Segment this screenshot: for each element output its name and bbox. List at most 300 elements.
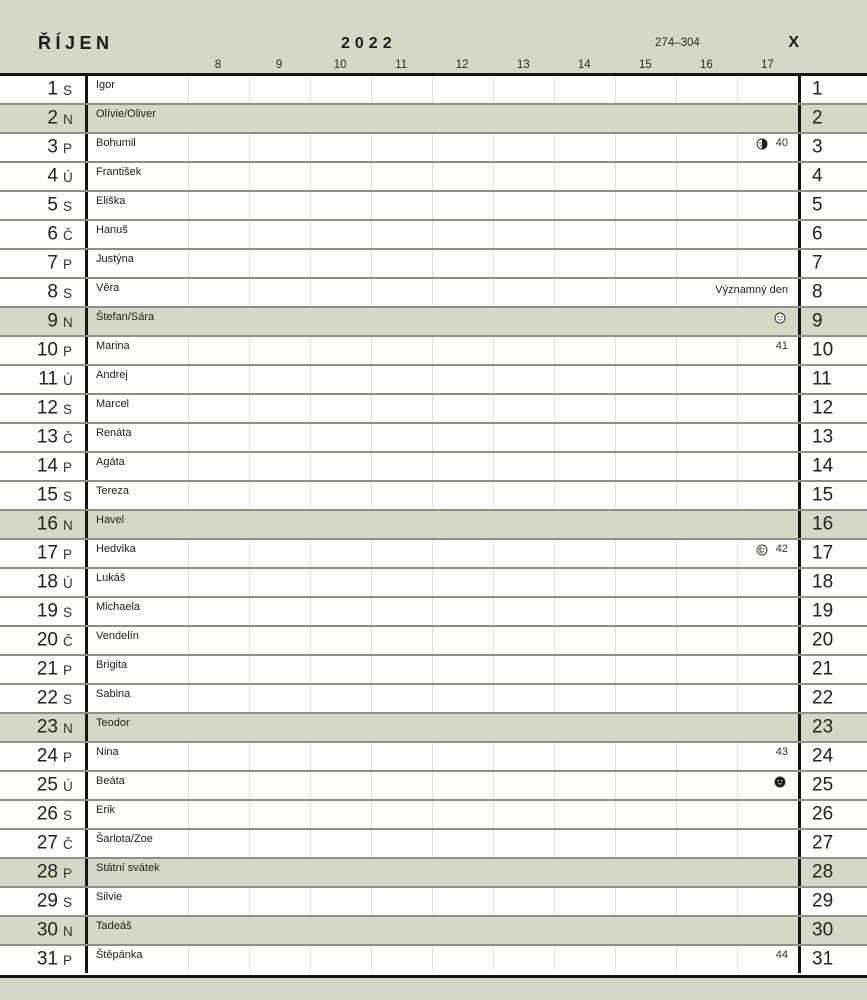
- hour-cell[interactable]: [310, 598, 371, 625]
- hour-cell[interactable]: [737, 424, 798, 451]
- day-writing-area[interactable]: [88, 946, 798, 973]
- hour-cell[interactable]: [310, 946, 371, 973]
- hour-cell[interactable]: [615, 163, 676, 190]
- day-writing-area[interactable]: [88, 221, 798, 248]
- hour-cell[interactable]: [432, 395, 493, 422]
- hour-cell[interactable]: [432, 482, 493, 509]
- hour-cell[interactable]: [371, 627, 432, 654]
- hour-cell[interactable]: [737, 511, 798, 538]
- day-row[interactable]: [0, 511, 867, 540]
- hour-cell[interactable]: [371, 511, 432, 538]
- hour-cell[interactable]: [737, 801, 798, 828]
- day-row[interactable]: [0, 482, 867, 511]
- hour-cell[interactable]: [371, 337, 432, 364]
- hour-cell[interactable]: [737, 337, 798, 364]
- day-writing-area[interactable]: [88, 192, 798, 219]
- hour-cell[interactable]: [310, 105, 371, 132]
- hour-cell[interactable]: [432, 76, 493, 103]
- hour-cell[interactable]: [493, 656, 554, 683]
- hour-cell[interactable]: [493, 163, 554, 190]
- hour-cell[interactable]: [676, 598, 737, 625]
- hour-cell[interactable]: [188, 859, 249, 886]
- hour-cell[interactable]: [493, 76, 554, 103]
- day-writing-area[interactable]: [88, 308, 798, 335]
- hour-cell[interactable]: [249, 76, 310, 103]
- hour-cell[interactable]: [737, 946, 798, 973]
- hour-cell[interactable]: [310, 366, 371, 393]
- hour-cell[interactable]: [615, 453, 676, 480]
- hour-cell[interactable]: [676, 395, 737, 422]
- hour-cell[interactable]: [371, 917, 432, 944]
- hour-cell[interactable]: [493, 308, 554, 335]
- day-row[interactable]: [0, 656, 867, 685]
- hour-cell[interactable]: [493, 366, 554, 393]
- hour-cell[interactable]: [371, 801, 432, 828]
- hour-cell[interactable]: [554, 598, 615, 625]
- hour-cell[interactable]: [493, 743, 554, 770]
- hour-cell[interactable]: [371, 830, 432, 857]
- hour-cell[interactable]: [615, 917, 676, 944]
- hour-cell[interactable]: [615, 830, 676, 857]
- day-writing-area[interactable]: [88, 366, 798, 393]
- hour-cell[interactable]: [554, 801, 615, 828]
- hour-cell[interactable]: [615, 279, 676, 306]
- hour-cell[interactable]: [249, 395, 310, 422]
- hour-cell[interactable]: [737, 859, 798, 886]
- hour-cell[interactable]: [615, 308, 676, 335]
- hour-cell[interactable]: [493, 917, 554, 944]
- hour-cell[interactable]: [188, 801, 249, 828]
- hour-cell[interactable]: [737, 743, 798, 770]
- hour-cell[interactable]: [554, 714, 615, 741]
- hour-cell[interactable]: [615, 192, 676, 219]
- hour-cell[interactable]: [310, 482, 371, 509]
- day-row[interactable]: [0, 279, 867, 308]
- hour-cell[interactable]: [676, 888, 737, 915]
- hour-cell[interactable]: [432, 598, 493, 625]
- hour-cell[interactable]: [432, 279, 493, 306]
- hour-cell[interactable]: [554, 192, 615, 219]
- hour-cell[interactable]: [737, 772, 798, 799]
- hour-cell[interactable]: [493, 221, 554, 248]
- hour-cell[interactable]: [493, 888, 554, 915]
- hour-cell[interactable]: [371, 946, 432, 973]
- day-row[interactable]: [0, 453, 867, 482]
- hour-cell[interactable]: [432, 830, 493, 857]
- day-row[interactable]: [0, 627, 867, 656]
- day-writing-area[interactable]: [88, 714, 798, 741]
- hour-cell[interactable]: [310, 250, 371, 277]
- day-row[interactable]: [0, 76, 867, 105]
- hour-cell[interactable]: [188, 308, 249, 335]
- hour-cell[interactable]: [249, 656, 310, 683]
- hour-cell[interactable]: [188, 424, 249, 451]
- hour-cell[interactable]: [432, 859, 493, 886]
- hour-cell[interactable]: [493, 685, 554, 712]
- hour-cell[interactable]: [188, 250, 249, 277]
- hour-cell[interactable]: [676, 801, 737, 828]
- hour-cell[interactable]: [188, 76, 249, 103]
- hour-cell[interactable]: [188, 569, 249, 596]
- hour-cell[interactable]: [737, 917, 798, 944]
- day-writing-area[interactable]: [88, 250, 798, 277]
- hour-cell[interactable]: [554, 221, 615, 248]
- hour-cell[interactable]: [737, 105, 798, 132]
- hour-cell[interactable]: [676, 627, 737, 654]
- day-writing-area[interactable]: [88, 859, 798, 886]
- hour-cell[interactable]: [432, 221, 493, 248]
- hour-cell[interactable]: [493, 105, 554, 132]
- hour-cell[interactable]: [493, 279, 554, 306]
- hour-cell[interactable]: [432, 337, 493, 364]
- hour-cell[interactable]: [188, 598, 249, 625]
- hour-cell[interactable]: [371, 453, 432, 480]
- hour-cell[interactable]: [310, 627, 371, 654]
- hour-cell[interactable]: [737, 627, 798, 654]
- hour-cell[interactable]: [493, 250, 554, 277]
- hour-cell[interactable]: [188, 685, 249, 712]
- day-row[interactable]: [0, 134, 867, 163]
- hour-cell[interactable]: [615, 366, 676, 393]
- hour-cell[interactable]: [493, 337, 554, 364]
- day-row[interactable]: [0, 598, 867, 627]
- hour-cell[interactable]: [493, 511, 554, 538]
- hour-cell[interactable]: [188, 917, 249, 944]
- hour-cell[interactable]: [737, 366, 798, 393]
- hour-cell[interactable]: [249, 743, 310, 770]
- hour-cell[interactable]: [554, 134, 615, 161]
- hour-cell[interactable]: [493, 482, 554, 509]
- day-writing-area[interactable]: [88, 424, 798, 451]
- hour-cell[interactable]: [310, 511, 371, 538]
- day-row[interactable]: [0, 830, 867, 859]
- hour-cell[interactable]: [188, 714, 249, 741]
- day-row[interactable]: [0, 366, 867, 395]
- day-writing-area[interactable]: [88, 511, 798, 538]
- hour-cell[interactable]: [432, 366, 493, 393]
- hour-cell[interactable]: [188, 163, 249, 190]
- hour-cell[interactable]: [432, 308, 493, 335]
- day-writing-area[interactable]: [88, 569, 798, 596]
- day-row[interactable]: [0, 685, 867, 714]
- hour-cell[interactable]: [310, 888, 371, 915]
- hour-cell[interactable]: [554, 76, 615, 103]
- hour-cell[interactable]: [249, 134, 310, 161]
- day-writing-area[interactable]: [88, 772, 798, 799]
- hour-cell[interactable]: [554, 946, 615, 973]
- hour-cell[interactable]: [676, 482, 737, 509]
- hour-cell[interactable]: [615, 424, 676, 451]
- hour-cell[interactable]: [493, 627, 554, 654]
- hour-cell[interactable]: [676, 134, 737, 161]
- hour-cell[interactable]: [432, 540, 493, 567]
- hour-cell[interactable]: [554, 395, 615, 422]
- hour-cell[interactable]: [371, 279, 432, 306]
- hour-cell[interactable]: [554, 163, 615, 190]
- day-writing-area[interactable]: [88, 134, 798, 161]
- day-row[interactable]: [0, 540, 867, 569]
- day-writing-area[interactable]: [88, 395, 798, 422]
- hour-cell[interactable]: [676, 743, 737, 770]
- hour-cell[interactable]: [310, 859, 371, 886]
- day-row[interactable]: [0, 772, 867, 801]
- day-writing-area[interactable]: [88, 830, 798, 857]
- hour-cell[interactable]: [676, 366, 737, 393]
- hour-cell[interactable]: [249, 163, 310, 190]
- hour-cell[interactable]: [188, 511, 249, 538]
- day-row[interactable]: [0, 250, 867, 279]
- hour-cell[interactable]: [249, 859, 310, 886]
- hour-cell[interactable]: [737, 192, 798, 219]
- hour-cell[interactable]: [310, 917, 371, 944]
- hour-cell[interactable]: [371, 221, 432, 248]
- hour-cell[interactable]: [249, 714, 310, 741]
- hour-cell[interactable]: [554, 917, 615, 944]
- day-writing-area[interactable]: [88, 453, 798, 480]
- day-writing-area[interactable]: [88, 598, 798, 625]
- hour-cell[interactable]: [676, 76, 737, 103]
- hour-cell[interactable]: [493, 192, 554, 219]
- hour-cell[interactable]: [615, 134, 676, 161]
- day-row[interactable]: [0, 714, 867, 743]
- day-writing-area[interactable]: [88, 627, 798, 654]
- hour-cell[interactable]: [615, 888, 676, 915]
- hour-cell[interactable]: [310, 163, 371, 190]
- hour-cell[interactable]: [554, 540, 615, 567]
- hour-cell[interactable]: [432, 424, 493, 451]
- hour-cell[interactable]: [371, 76, 432, 103]
- hour-cell[interactable]: [249, 424, 310, 451]
- hour-cell[interactable]: [249, 192, 310, 219]
- hour-cell[interactable]: [615, 511, 676, 538]
- hour-cell[interactable]: [737, 395, 798, 422]
- hour-cell[interactable]: [249, 801, 310, 828]
- hour-cell[interactable]: [310, 714, 371, 741]
- day-writing-area[interactable]: [88, 743, 798, 770]
- hour-cell[interactable]: [432, 453, 493, 480]
- day-row[interactable]: [0, 163, 867, 192]
- day-writing-area[interactable]: [88, 163, 798, 190]
- hour-cell[interactable]: [737, 482, 798, 509]
- hour-cell[interactable]: [310, 395, 371, 422]
- hour-cell[interactable]: [554, 337, 615, 364]
- hour-cell[interactable]: [188, 192, 249, 219]
- hour-cell[interactable]: [188, 279, 249, 306]
- day-row[interactable]: [0, 946, 867, 975]
- hour-cell[interactable]: [615, 743, 676, 770]
- hour-cell[interactable]: [615, 337, 676, 364]
- hour-cell[interactable]: [737, 163, 798, 190]
- hour-cell[interactable]: [188, 221, 249, 248]
- hour-cell[interactable]: [432, 772, 493, 799]
- day-row[interactable]: [0, 221, 867, 250]
- hour-cell[interactable]: [249, 830, 310, 857]
- hour-cell[interactable]: [554, 569, 615, 596]
- hour-cell[interactable]: [371, 250, 432, 277]
- hour-cell[interactable]: [676, 250, 737, 277]
- hour-cell[interactable]: [676, 540, 737, 567]
- hour-cell[interactable]: [188, 888, 249, 915]
- hour-cell[interactable]: [432, 627, 493, 654]
- hour-cell[interactable]: [676, 337, 737, 364]
- hour-cell[interactable]: [615, 569, 676, 596]
- hour-cell[interactable]: [493, 540, 554, 567]
- hour-cell[interactable]: [310, 424, 371, 451]
- hour-cell[interactable]: [493, 424, 554, 451]
- hour-cell[interactable]: [371, 656, 432, 683]
- hour-cell[interactable]: [432, 801, 493, 828]
- day-row[interactable]: [0, 569, 867, 598]
- hour-cell[interactable]: [188, 366, 249, 393]
- hour-cell[interactable]: [249, 105, 310, 132]
- hour-cell[interactable]: [615, 859, 676, 886]
- hour-cell[interactable]: [310, 337, 371, 364]
- hour-cell[interactable]: [432, 946, 493, 973]
- hour-cell[interactable]: [615, 772, 676, 799]
- hour-cell[interactable]: [615, 482, 676, 509]
- hour-cell[interactable]: [249, 888, 310, 915]
- hour-cell[interactable]: [737, 76, 798, 103]
- hour-cell[interactable]: [676, 859, 737, 886]
- hour-cell[interactable]: [310, 76, 371, 103]
- hour-cell[interactable]: [432, 685, 493, 712]
- hour-cell[interactable]: [615, 656, 676, 683]
- hour-cell[interactable]: [432, 917, 493, 944]
- day-writing-area[interactable]: [88, 917, 798, 944]
- hour-cell[interactable]: [310, 308, 371, 335]
- hour-cell[interactable]: [493, 598, 554, 625]
- hour-cell[interactable]: [737, 685, 798, 712]
- hour-cell[interactable]: [737, 250, 798, 277]
- hour-cell[interactable]: [310, 801, 371, 828]
- day-row[interactable]: [0, 308, 867, 337]
- hour-cell[interactable]: [676, 163, 737, 190]
- hour-cell[interactable]: [371, 888, 432, 915]
- hour-cell[interactable]: [554, 482, 615, 509]
- hour-cell[interactable]: [554, 105, 615, 132]
- hour-cell[interactable]: [310, 221, 371, 248]
- hour-cell[interactable]: [188, 772, 249, 799]
- hour-cell[interactable]: [371, 163, 432, 190]
- hour-cell[interactable]: [188, 395, 249, 422]
- hour-cell[interactable]: [493, 859, 554, 886]
- hour-cell[interactable]: [615, 105, 676, 132]
- hour-cell[interactable]: [737, 453, 798, 480]
- hour-cell[interactable]: [432, 511, 493, 538]
- hour-cell[interactable]: [188, 656, 249, 683]
- hour-cell[interactable]: [493, 801, 554, 828]
- hour-cell[interactable]: [310, 830, 371, 857]
- day-row[interactable]: [0, 859, 867, 888]
- hour-cell[interactable]: [371, 308, 432, 335]
- hour-cell[interactable]: [676, 453, 737, 480]
- hour-cell[interactable]: [615, 395, 676, 422]
- hour-cell[interactable]: [188, 482, 249, 509]
- hour-cell[interactable]: [615, 221, 676, 248]
- day-writing-area[interactable]: [88, 685, 798, 712]
- hour-cell[interactable]: [249, 540, 310, 567]
- hour-cell[interactable]: [310, 279, 371, 306]
- hour-cell[interactable]: [249, 366, 310, 393]
- day-writing-area[interactable]: [88, 76, 798, 103]
- day-row[interactable]: [0, 337, 867, 366]
- hour-cell[interactable]: [249, 221, 310, 248]
- hour-cell[interactable]: [249, 772, 310, 799]
- hour-cell[interactable]: [371, 714, 432, 741]
- hour-cell[interactable]: [676, 308, 737, 335]
- day-writing-area[interactable]: [88, 540, 798, 567]
- hour-cell[interactable]: [310, 192, 371, 219]
- hour-cell[interactable]: [188, 627, 249, 654]
- day-row[interactable]: [0, 424, 867, 453]
- hour-cell[interactable]: [493, 772, 554, 799]
- hour-cell[interactable]: [676, 772, 737, 799]
- hour-cell[interactable]: [432, 569, 493, 596]
- day-writing-area[interactable]: [88, 337, 798, 364]
- hour-cell[interactable]: [310, 685, 371, 712]
- hour-cell[interactable]: [249, 946, 310, 973]
- hour-cell[interactable]: [432, 134, 493, 161]
- hour-cell[interactable]: [371, 569, 432, 596]
- hour-cell[interactable]: [615, 540, 676, 567]
- day-row[interactable]: [0, 917, 867, 946]
- hour-cell[interactable]: [676, 424, 737, 451]
- hour-cell[interactable]: [737, 569, 798, 596]
- hour-cell[interactable]: [371, 134, 432, 161]
- hour-cell[interactable]: [310, 453, 371, 480]
- hour-cell[interactable]: [554, 656, 615, 683]
- hour-cell[interactable]: [371, 424, 432, 451]
- hour-cell[interactable]: [737, 714, 798, 741]
- day-writing-area[interactable]: [88, 482, 798, 509]
- hour-cell[interactable]: [493, 714, 554, 741]
- hour-cell[interactable]: [371, 395, 432, 422]
- hour-cell[interactable]: [249, 627, 310, 654]
- hour-cell[interactable]: [310, 540, 371, 567]
- hour-cell[interactable]: [432, 888, 493, 915]
- hour-cell[interactable]: [188, 337, 249, 364]
- hour-cell[interactable]: [188, 134, 249, 161]
- day-writing-area[interactable]: [88, 801, 798, 828]
- hour-cell[interactable]: [188, 540, 249, 567]
- hour-cell[interactable]: [371, 105, 432, 132]
- hour-cell[interactable]: [554, 424, 615, 451]
- hour-cell[interactable]: [676, 192, 737, 219]
- hour-cell[interactable]: [371, 859, 432, 886]
- hour-cell[interactable]: [371, 482, 432, 509]
- hour-cell[interactable]: [554, 888, 615, 915]
- hour-cell[interactable]: [249, 337, 310, 364]
- hour-cell[interactable]: [676, 656, 737, 683]
- hour-cell[interactable]: [249, 569, 310, 596]
- hour-cell[interactable]: [554, 743, 615, 770]
- hour-cell[interactable]: [615, 76, 676, 103]
- hour-cell[interactable]: [249, 250, 310, 277]
- hour-cell[interactable]: [310, 134, 371, 161]
- hour-cell[interactable]: [493, 946, 554, 973]
- hour-cell[interactable]: [310, 772, 371, 799]
- hour-cell[interactable]: [615, 714, 676, 741]
- hour-cell[interactable]: [737, 308, 798, 335]
- day-writing-area[interactable]: [88, 105, 798, 132]
- hour-cell[interactable]: [676, 917, 737, 944]
- hour-cell[interactable]: [310, 743, 371, 770]
- hour-cell[interactable]: [554, 627, 615, 654]
- hour-cell[interactable]: [371, 598, 432, 625]
- hour-cell[interactable]: [615, 946, 676, 973]
- hour-cell[interactable]: [737, 598, 798, 625]
- hour-cell[interactable]: [676, 685, 737, 712]
